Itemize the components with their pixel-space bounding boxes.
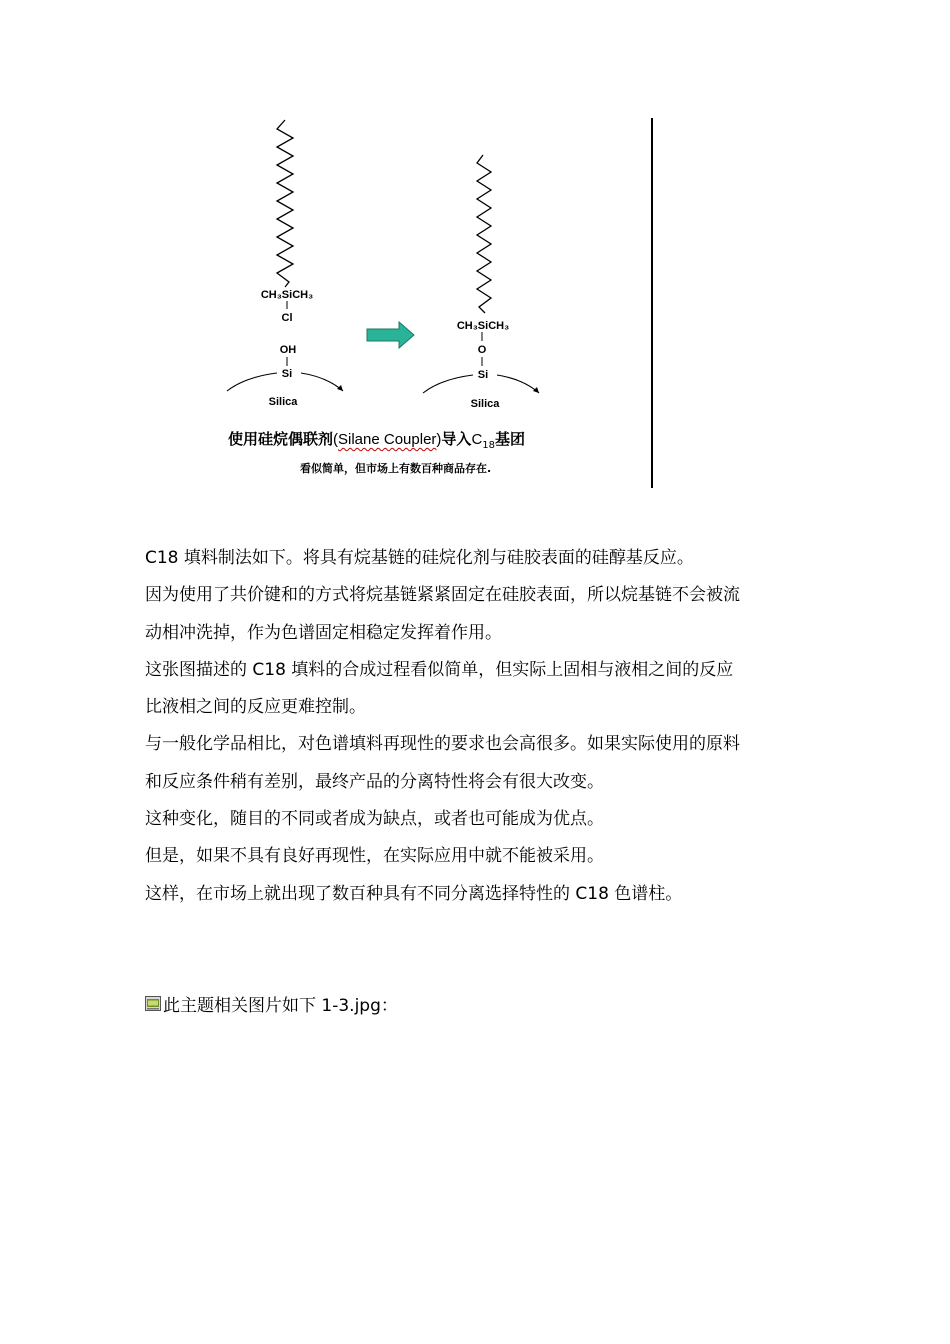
right-silica-surface [423, 375, 473, 393]
figure-subcaption: 看似简单，但市场上有数百种商品存在. [300, 462, 492, 475]
left-silica-arrowhead [337, 385, 343, 391]
body-text [145, 540, 825, 913]
paragraph-line: 动相冲洗掉，作为色谱固定相稳定发挥着作用。 [145, 622, 502, 643]
caption-paren-open: ( [333, 431, 339, 448]
vertical-divider [651, 118, 653, 488]
left-silica-surface-right [301, 373, 343, 391]
caption-middle: 导入 [441, 430, 472, 448]
paragraph-line: 这种变化，随目的不同或者成为缺点，或者也可能成为优点。 [145, 809, 604, 830]
paragraph-line: 因为使用了共价键和的方式将烷基链紧紧固定在硅胶表面，所以烷基链不会被流 [145, 585, 740, 606]
attachment-text[interactable]: 此主题相关图片如下 1-3.jpg： [163, 995, 398, 1016]
figure-caption [228, 428, 648, 451]
right-silica-label: Silica [470, 398, 500, 410]
attachment-link[interactable] [145, 988, 398, 1018]
left-silica-surface [227, 373, 277, 391]
right-surface-atom: Si [477, 369, 489, 381]
left-leaving-atom: Cl [281, 312, 293, 324]
paragraph-line: 这张图描述的 C18 填料的合成过程看似简单，但实际上固相与液相之间的反应 [145, 659, 734, 680]
right-silica-surface-right [497, 375, 539, 393]
left-silica-label: Silica [268, 396, 298, 408]
image-file-icon[interactable] [145, 996, 161, 1011]
paragraph-line: C18 填料制法如下。将具有烷基链的硅烷化剂与硅胶表面的硅醇基反应。 [145, 548, 694, 568]
left-surface-atom: Si [281, 368, 293, 380]
left-top-group: CH₃SiCH₃ [260, 289, 314, 301]
reaction-arrow [367, 322, 414, 348]
paragraph-line: 但是，如果不具有良好再现性，在实际应用中就不能被采用。 [145, 846, 604, 867]
left-surface-group: OH [279, 344, 297, 356]
right-silica-arrowhead [533, 387, 539, 393]
paragraph-line: 这样，在市场上就出现了数百种具有不同分离选择特性的 C18 色谱柱。 [145, 883, 683, 904]
left-alkyl-chain [277, 120, 293, 287]
caption-c-letter: C [471, 431, 483, 448]
paragraph-line: 和反应条件稍有差别，最终产品的分离特性将会有很大改变。 [145, 771, 604, 792]
paragraph-line: 比液相之间的反应更难控制。 [145, 697, 366, 718]
paragraph-line: 与一般化学品相比，对色谱填料再现性的要求也会高很多。如果实际使用的原料 [145, 734, 740, 755]
caption-latin: Silane Coupler [338, 431, 437, 448]
right-alkyl-chain [477, 155, 491, 313]
right-top-group: CH₃SiCH₃ [456, 320, 510, 332]
caption-suffix: 基团 [495, 430, 526, 448]
caption-c-subscript: 18 [482, 440, 496, 451]
right-bridge-atom: O [477, 344, 487, 356]
caption-paren-close: ) [436, 431, 442, 448]
caption-prefix: 使用硅烷偶联剂 [228, 430, 334, 448]
